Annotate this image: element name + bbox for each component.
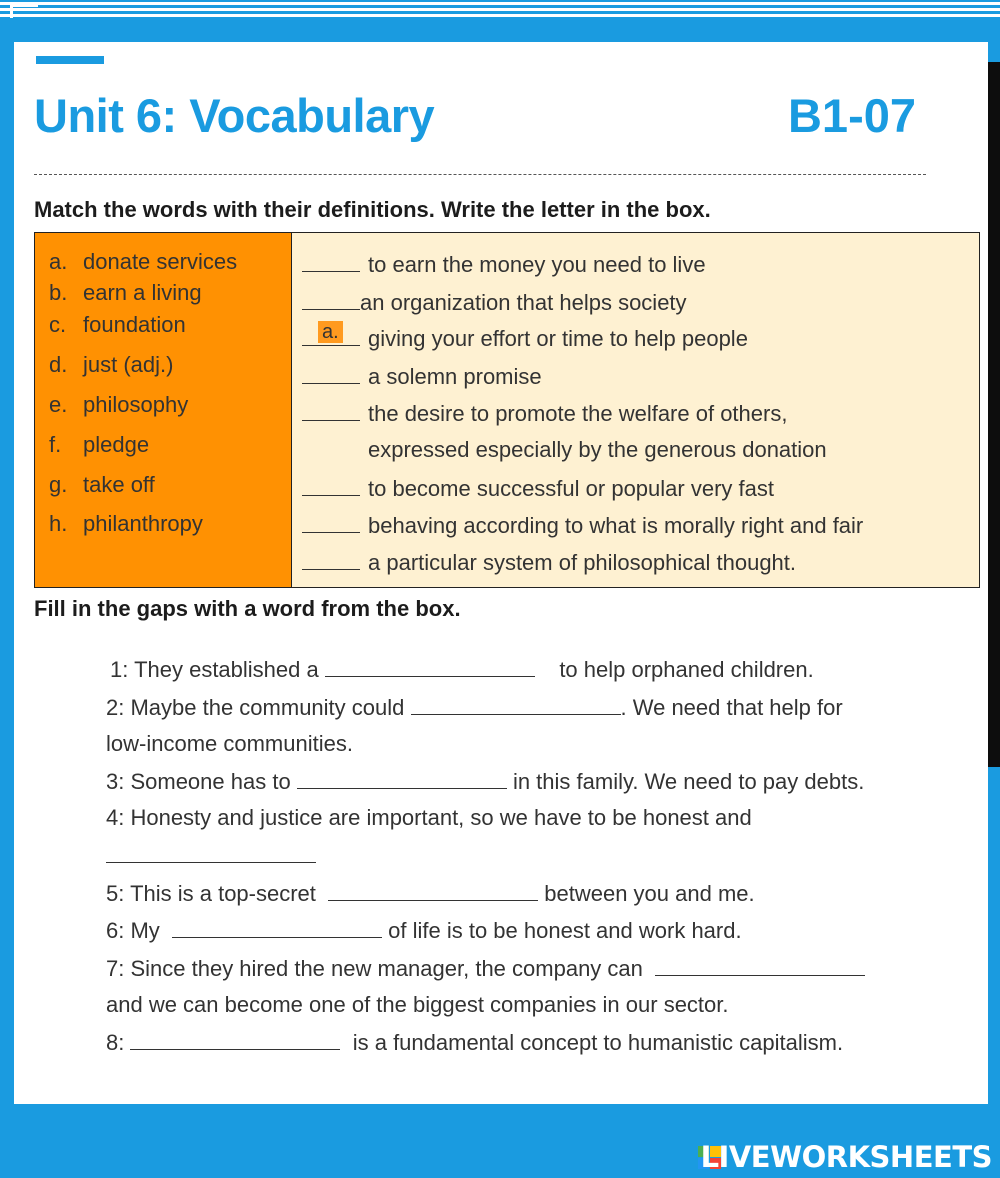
definition-row: a solemn promise — [302, 361, 542, 390]
gap-input-1[interactable] — [325, 656, 535, 677]
answer-box[interactable] — [302, 398, 360, 421]
match-instruction: Match the words with their definitions. Write the letter in the box. — [34, 197, 711, 222]
filled-answer: a. — [318, 321, 343, 343]
answer-box[interactable] — [302, 287, 360, 310]
answer-box[interactable] — [302, 473, 360, 496]
definition-row: the desire to promote the welfare of others, — [302, 398, 787, 427]
right-edge-bar — [988, 62, 1000, 767]
sentence-5: 5: This is a top-secret between you and me. — [106, 881, 755, 906]
gap-input-6[interactable] — [172, 917, 382, 938]
gap-input-2[interactable] — [411, 694, 621, 715]
definition-row: to earn the money you need to live — [302, 249, 706, 278]
definition-row: a. giving your effort or time to help people — [302, 323, 748, 352]
sentence-2: 2: Maybe the community could . We need that help for — [106, 695, 843, 720]
answer-box[interactable] — [302, 510, 360, 533]
match-box — [34, 232, 980, 588]
worksheet-page — [14, 42, 988, 1104]
brand-logo[interactable]: LIVEWORKSHEETS — [700, 1140, 992, 1174]
sentence-2-continuation: low-income communities. — [106, 731, 353, 756]
level-code: B1-07 — [787, 89, 916, 142]
definition-row: an organization that helps society — [302, 287, 687, 316]
gap-input-5[interactable] — [328, 880, 538, 901]
sentence-3: 3: Someone has to in this family. We need to pay debts. — [106, 769, 865, 794]
word-item: h. philanthropy — [49, 511, 203, 536]
definition-continuation: expressed especially by the generous donation — [368, 437, 827, 462]
sentence-4-gap-line — [106, 842, 316, 869]
page-title: Unit 6: Vocabulary — [34, 89, 435, 142]
word-list — [35, 233, 292, 587]
sentence-1: 1: They established a to help orphaned children. — [110, 657, 814, 682]
answer-box[interactable] — [302, 547, 360, 570]
top-decoration — [0, 0, 1000, 22]
gap-input-8[interactable] — [130, 1029, 340, 1050]
definition-row: behaving according to what is morally right and fair — [302, 510, 863, 539]
word-item: g. take off — [49, 472, 155, 497]
gap-input-4[interactable] — [106, 842, 316, 863]
gap-input-7[interactable] — [655, 955, 865, 976]
corner-icon — [10, 4, 38, 18]
definition-row: to become successful or popular very fast — [302, 473, 774, 502]
word-item: e. philosophy — [49, 392, 189, 417]
sentence-7: 7: Since they hired the new manager, the company can — [106, 955, 865, 982]
word-item: d. just (adj.) — [49, 352, 174, 377]
word-item: a. donate services — [49, 249, 238, 274]
word-item: b. earn a living — [49, 280, 202, 305]
sentence-7-continuation: and we can become one of the biggest companies in our sector. — [106, 992, 729, 1017]
gap-input-3[interactable] — [297, 768, 507, 789]
word-item: f. pledge — [49, 432, 150, 457]
answer-box[interactable] — [302, 361, 360, 384]
sentence-4: 4: Honesty and justice are important, so we have to be honest and — [106, 805, 752, 830]
word-item: c. foundation — [49, 312, 186, 337]
sentence-6: 6: My of life is to be honest and work hard. — [106, 918, 742, 943]
accent-bar — [36, 56, 104, 64]
divider — [34, 174, 926, 175]
answer-box[interactable] — [302, 249, 360, 272]
definition-row: a particular system of philosophical thought. — [302, 547, 796, 576]
sentence-8: 8: is a fundamental concept to humanistic capitalism. — [106, 1030, 844, 1055]
fill-instruction: Fill in the gaps with a word from the box. — [34, 596, 461, 621]
answer-box[interactable] — [302, 323, 360, 346]
